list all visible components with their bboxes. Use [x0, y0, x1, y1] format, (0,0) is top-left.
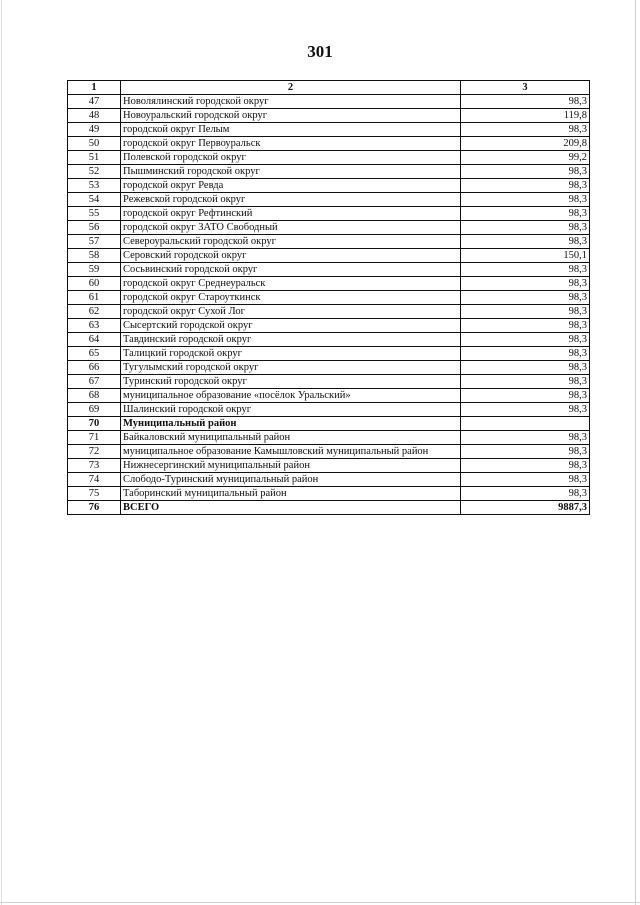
row-value: 98,3 [461, 403, 590, 417]
municipality-name: городской округ Староуткинск [121, 291, 461, 305]
row-number: 54 [68, 193, 121, 207]
table-row [68, 263, 590, 277]
row-value: 98,3 [461, 123, 590, 137]
row-number: 74 [68, 473, 121, 487]
municipality-name: муниципальное образование «посёлок Уральский» [121, 389, 461, 403]
table-row [68, 235, 590, 249]
table-row [68, 151, 590, 165]
table-row [68, 431, 590, 445]
row-number: 57 [68, 235, 121, 249]
municipality-name: городской округ Пелым [121, 123, 461, 137]
table-row [68, 137, 590, 151]
row-value: 98,3 [461, 291, 590, 305]
row-value: 98,3 [461, 445, 590, 459]
row-value: 98,3 [461, 347, 590, 361]
row-number: 70 [68, 417, 121, 431]
municipality-name: Шалинский городской округ [121, 403, 461, 417]
row-number: 49 [68, 123, 121, 137]
row-value: 150,1 [461, 249, 590, 263]
row-value: 98,3 [461, 319, 590, 333]
row-number: 48 [68, 109, 121, 123]
row-value: 98,3 [461, 375, 590, 389]
row-value: 119,8 [461, 109, 590, 123]
row-value: 98,3 [461, 95, 590, 109]
row-number: 63 [68, 319, 121, 333]
table-header-row [68, 81, 590, 95]
row-value: 98,3 [461, 193, 590, 207]
row-value: 98,3 [461, 235, 590, 249]
municipality-name: Тугулымский городской округ [121, 361, 461, 375]
row-value: 98,3 [461, 165, 590, 179]
row-value: 98,3 [461, 263, 590, 277]
municipality-name: Новолялинский городской округ [121, 95, 461, 109]
row-number: 53 [68, 179, 121, 193]
table-row [68, 249, 590, 263]
row-value: 209,8 [461, 137, 590, 151]
row-number: 61 [68, 291, 121, 305]
row-value: 9887,3 [461, 501, 590, 515]
row-value: 98,3 [461, 221, 590, 235]
municipality-name: Сысертский городской округ [121, 319, 461, 333]
municipality-name: муниципальное образование Камышловский муниципальный район [121, 445, 461, 459]
row-number: 76 [68, 501, 121, 515]
row-number: 72 [68, 445, 121, 459]
municipality-name: ВСЕГО [121, 501, 461, 515]
table-row [68, 291, 590, 305]
municipality-name: Новоуральский городской округ [121, 109, 461, 123]
row-number: 47 [68, 95, 121, 109]
municipality-name: Таборинский муниципальный район [121, 487, 461, 501]
municipality-name: Нижнесергинский муниципальный район [121, 459, 461, 473]
row-number: 62 [68, 305, 121, 319]
municipality-name: городской округ Ревда [121, 179, 461, 193]
table-row [68, 319, 590, 333]
row-number: 50 [68, 137, 121, 151]
table-row [68, 375, 590, 389]
row-number: 55 [68, 207, 121, 221]
row-number: 66 [68, 361, 121, 375]
column-header-number: 1 [68, 81, 121, 95]
row-value: 98,3 [461, 459, 590, 473]
table-row [68, 277, 590, 291]
row-number: 67 [68, 375, 121, 389]
table-row [68, 445, 590, 459]
municipality-name: Слободо-Туринский муниципальный район [121, 473, 461, 487]
row-value: 98,3 [461, 389, 590, 403]
municipality-name: городской округ Среднеуральск [121, 277, 461, 291]
municipality-name: Туринский городской округ [121, 375, 461, 389]
row-value [461, 417, 590, 431]
municipality-name: городской округ Рефтинский [121, 207, 461, 221]
row-value: 99,2 [461, 151, 590, 165]
row-value: 98,3 [461, 207, 590, 221]
page-number: 301 [307, 42, 333, 61]
row-value: 98,3 [461, 487, 590, 501]
table-row [68, 333, 590, 347]
table-row [68, 417, 590, 431]
row-value: 98,3 [461, 361, 590, 375]
allocation-table [67, 80, 590, 515]
scan-edge-bottom [0, 902, 640, 903]
municipality-name: Полевской городской округ [121, 151, 461, 165]
row-number: 73 [68, 459, 121, 473]
row-value: 98,3 [461, 473, 590, 487]
row-number: 68 [68, 389, 121, 403]
row-number: 64 [68, 333, 121, 347]
municipality-name: Сосьвинский городской округ [121, 263, 461, 277]
municipality-name: Байкаловский муниципальный район [121, 431, 461, 445]
row-value: 98,3 [461, 305, 590, 319]
table-row [68, 459, 590, 473]
table-row [68, 305, 590, 319]
scan-edge-left [1, 0, 2, 905]
scan-edge-right [635, 0, 636, 905]
table-row [68, 473, 590, 487]
table-row [68, 207, 590, 221]
municipality-name: Североуральский городской округ [121, 235, 461, 249]
row-number: 51 [68, 151, 121, 165]
row-value: 98,3 [461, 333, 590, 347]
table-body [68, 95, 590, 515]
row-number: 69 [68, 403, 121, 417]
row-number: 60 [68, 277, 121, 291]
municipality-name: Серовский городской округ [121, 249, 461, 263]
table-row [68, 221, 590, 235]
table-row [68, 109, 590, 123]
municipality-name: городской округ Сухой Лог [121, 305, 461, 319]
table-row [68, 501, 590, 515]
row-number: 71 [68, 431, 121, 445]
municipality-name: городской округ Первоуральск [121, 137, 461, 151]
row-number: 65 [68, 347, 121, 361]
row-number: 58 [68, 249, 121, 263]
row-value: 98,3 [461, 431, 590, 445]
row-number: 52 [68, 165, 121, 179]
municipality-name: Муниципальный район [121, 417, 461, 431]
row-number: 75 [68, 487, 121, 501]
municipality-name: Режевской городской округ [121, 193, 461, 207]
municipality-name: Талицкий городской округ [121, 347, 461, 361]
table-row [68, 361, 590, 375]
table-row [68, 403, 590, 417]
table-row [68, 165, 590, 179]
table-row [68, 487, 590, 501]
municipality-name: Пышминский городской округ [121, 165, 461, 179]
municipality-name: Тавдинский городской округ [121, 333, 461, 347]
row-value: 98,3 [461, 277, 590, 291]
column-header-value: 3 [461, 81, 590, 95]
row-value: 98,3 [461, 179, 590, 193]
table-row [68, 179, 590, 193]
table-row [68, 193, 590, 207]
row-number: 56 [68, 221, 121, 235]
municipality-name: городской округ ЗАТО Свободный [121, 221, 461, 235]
column-header-name: 2 [121, 81, 461, 95]
table-row [68, 347, 590, 361]
table-row [68, 123, 590, 137]
row-number: 59 [68, 263, 121, 277]
table-row [68, 95, 590, 109]
table-row [68, 389, 590, 403]
